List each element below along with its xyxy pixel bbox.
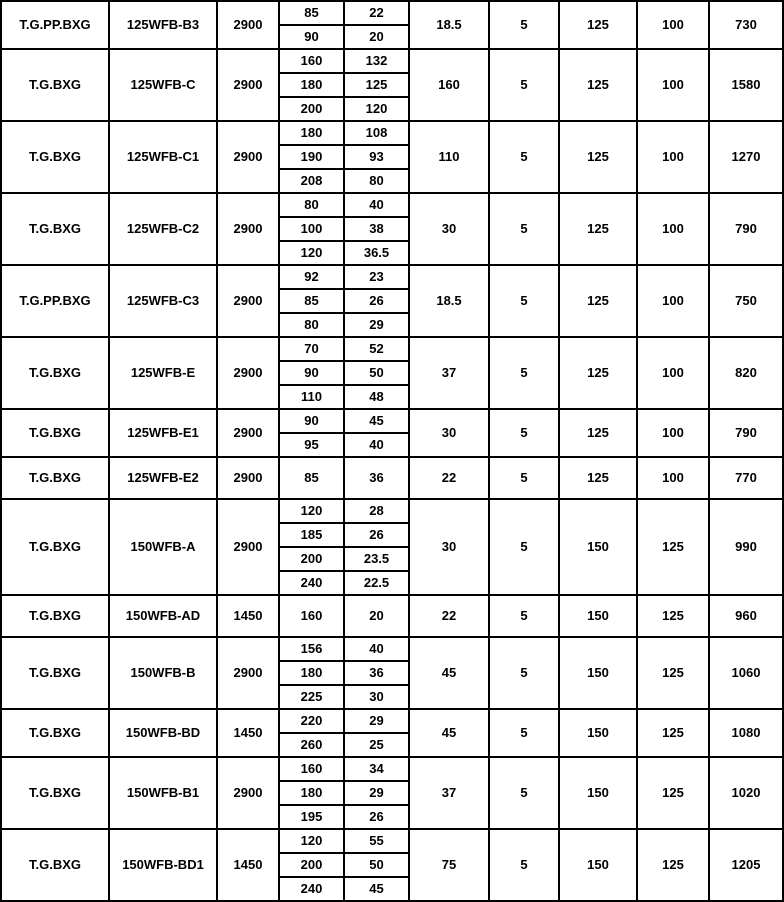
cell-flow-head-group (279, 1, 409, 49)
table-body (1, 1, 783, 901)
cell-brand: T.G.BXG (1, 409, 109, 457)
cell-flow-head-group (279, 49, 409, 121)
cell-col5: 5 (489, 637, 559, 709)
cell-model: 125WFB-C2 (109, 193, 217, 265)
cell-rpm: 2900 (217, 499, 279, 595)
cell-flow: 200 (280, 547, 344, 571)
cell-power: 30 (409, 409, 489, 457)
flow-head-row (280, 571, 408, 594)
cell-flow: 240 (280, 571, 344, 594)
flow-head-row (280, 661, 408, 685)
cell-col7: 100 (637, 49, 709, 121)
cell-model: 150WFB-BD1 (109, 829, 217, 901)
cell-col5: 5 (489, 1, 559, 49)
cell-col6: 125 (559, 337, 637, 409)
cell-flow-head-group (279, 595, 409, 637)
cell-flow: 180 (280, 122, 344, 145)
cell-power: 45 (409, 637, 489, 709)
cell-col7: 100 (637, 457, 709, 499)
cell-head: 23 (344, 266, 408, 289)
cell-col5: 5 (489, 265, 559, 337)
cell-rpm: 2900 (217, 49, 279, 121)
cell-flow: 220 (280, 710, 344, 733)
cell-col6: 125 (559, 457, 637, 499)
table-row (1, 409, 783, 457)
cell-flow: 90 (280, 25, 344, 48)
cell-rpm: 2900 (217, 757, 279, 829)
cell-rpm: 2900 (217, 457, 279, 499)
cell-model: 125WFB-C (109, 49, 217, 121)
cell-col5: 5 (489, 337, 559, 409)
cell-head: 55 (344, 830, 408, 853)
cell-head: 38 (344, 217, 408, 241)
cell-power: 18.5 (409, 1, 489, 49)
flow-head-row (280, 169, 408, 192)
cell-head: 22 (344, 2, 408, 25)
cell-brand: T.G.BXG (1, 499, 109, 595)
flow-head-row (280, 217, 408, 241)
cell-head: 50 (344, 361, 408, 385)
flow-head-row (280, 338, 408, 361)
cell-brand: T.G.BXG (1, 337, 109, 409)
flow-head-row (280, 547, 408, 571)
flow-head-row (280, 781, 408, 805)
cell-power: 160 (409, 49, 489, 121)
table-row (1, 265, 783, 337)
cell-col5: 5 (489, 757, 559, 829)
cell-col7: 125 (637, 499, 709, 595)
flow-head-row (280, 523, 408, 547)
flow-head-row (280, 830, 408, 853)
cell-col8: 990 (709, 499, 783, 595)
cell-flow-head-group (279, 457, 409, 499)
cell-col8: 960 (709, 595, 783, 637)
cell-head: 29 (344, 710, 408, 733)
cell-head: 20 (369, 607, 384, 623)
cell-flow: 90 (280, 410, 344, 433)
cell-power: 18.5 (409, 265, 489, 337)
flow-head-row (280, 194, 408, 217)
cell-head: 34 (344, 758, 408, 781)
cell-flow-head-group (279, 829, 409, 901)
cell-head: 36 (369, 469, 384, 485)
cell-head: 45 (344, 410, 408, 433)
cell-flow: 208 (280, 169, 344, 192)
flow-head-row (280, 877, 408, 900)
cell-col6: 125 (559, 1, 637, 49)
cell-head: 52 (344, 338, 408, 361)
table-row (1, 337, 783, 409)
cell-head: 30 (369, 688, 384, 704)
cell-flow: 95 (280, 433, 344, 456)
cell-rpm: 2900 (217, 409, 279, 457)
flow-head-row (280, 266, 408, 289)
cell-head: 50 (344, 853, 408, 877)
flow-head-row (280, 410, 408, 433)
cell-flow: 80 (280, 194, 344, 217)
cell-flow: 92 (280, 266, 344, 289)
cell-brand: T.G.BXG (1, 457, 109, 499)
flow-head-row (280, 710, 408, 733)
cell-flow: 85 (280, 289, 344, 313)
flow-head-row (280, 50, 408, 73)
cell-flow: 200 (280, 97, 344, 120)
flow-head-row (280, 685, 408, 708)
cell-flow: 80 (280, 313, 344, 336)
cell-brand: T.G.BXG (1, 709, 109, 757)
cell-head: 22.5 (363, 574, 390, 590)
flow-head-row (280, 458, 408, 498)
cell-power: 45 (409, 709, 489, 757)
cell-col6: 150 (559, 757, 637, 829)
cell-brand: T.G.BXG (1, 121, 109, 193)
cell-col6: 150 (559, 499, 637, 595)
cell-col8: 730 (709, 1, 783, 49)
cell-col8: 1270 (709, 121, 783, 193)
flow-head-row (280, 122, 408, 145)
cell-flow: 240 (280, 877, 344, 900)
cell-head: 80 (369, 172, 384, 188)
cell-col8: 790 (709, 193, 783, 265)
cell-head: 132 (344, 50, 408, 73)
cell-flow-head-group (279, 193, 409, 265)
flow-head-row (280, 596, 408, 636)
cell-power: 22 (409, 457, 489, 499)
cell-model: 125WFB-C3 (109, 265, 217, 337)
cell-brand: T.G.PP.BXG (1, 1, 109, 49)
flow-head-row (280, 805, 408, 828)
cell-model: 125WFB-E (109, 337, 217, 409)
cell-col6: 150 (559, 829, 637, 901)
flow-head-row (280, 361, 408, 385)
flow-head-row (280, 733, 408, 756)
cell-flow: 190 (280, 145, 344, 169)
cell-head: 93 (344, 145, 408, 169)
cell-brand: T.G.BXG (1, 49, 109, 121)
table-row (1, 595, 783, 637)
cell-head: 26 (344, 523, 408, 547)
flow-head-row (280, 385, 408, 408)
cell-flow-head-group (279, 265, 409, 337)
cell-col7: 125 (637, 637, 709, 709)
table-row (1, 121, 783, 193)
flow-head-row (280, 25, 408, 48)
cell-col7: 100 (637, 1, 709, 49)
cell-rpm: 2900 (217, 1, 279, 49)
cell-col6: 150 (559, 637, 637, 709)
cell-flow: 70 (280, 338, 344, 361)
cell-col5: 5 (489, 409, 559, 457)
cell-head: 125 (344, 73, 408, 97)
flow-head-row (280, 2, 408, 25)
table-row (1, 1, 783, 49)
cell-col6: 125 (559, 193, 637, 265)
cell-col5: 5 (489, 595, 559, 637)
cell-power: 37 (409, 757, 489, 829)
cell-brand: T.G.PP.BXG (1, 265, 109, 337)
flow-head-row (280, 73, 408, 97)
cell-col6: 150 (559, 709, 637, 757)
cell-model: 150WFB-A (109, 499, 217, 595)
cell-flow: 160 (280, 50, 344, 73)
cell-col8: 790 (709, 409, 783, 457)
cell-flow: 160 (280, 596, 344, 636)
cell-head: 25 (369, 736, 384, 752)
cell-col7: 100 (637, 409, 709, 457)
cell-flow-head-group (279, 337, 409, 409)
cell-flow: 120 (280, 830, 344, 853)
cell-flow: 185 (280, 523, 344, 547)
cell-flow: 90 (280, 361, 344, 385)
cell-flow: 225 (280, 685, 344, 708)
cell-model: 150WFB-B (109, 637, 217, 709)
cell-col7: 125 (637, 829, 709, 901)
cell-rpm: 2900 (217, 337, 279, 409)
cell-flow-head-group (279, 757, 409, 829)
cell-model: 125WFB-E2 (109, 457, 217, 499)
cell-flow: 110 (280, 385, 344, 408)
flow-head-row (280, 758, 408, 781)
cell-flow: 85 (280, 2, 344, 25)
cell-model: 150WFB-B1 (109, 757, 217, 829)
cell-head: 45 (369, 880, 384, 896)
table-row (1, 709, 783, 757)
cell-head: 28 (344, 500, 408, 523)
cell-col8: 1080 (709, 709, 783, 757)
cell-col5: 5 (489, 829, 559, 901)
cell-flow-head-group (279, 499, 409, 595)
cell-head: 26 (344, 289, 408, 313)
cell-flow: 156 (280, 638, 344, 661)
cell-col6: 150 (559, 595, 637, 637)
cell-col5: 5 (489, 49, 559, 121)
cell-col5: 5 (489, 709, 559, 757)
cell-rpm: 1450 (217, 595, 279, 637)
cell-head: 48 (369, 388, 384, 404)
cell-power: 30 (409, 193, 489, 265)
cell-flow: 180 (280, 661, 344, 685)
cell-flow: 100 (280, 217, 344, 241)
cell-brand: T.G.BXG (1, 829, 109, 901)
cell-flow: 180 (280, 781, 344, 805)
cell-rpm: 1450 (217, 709, 279, 757)
table-row (1, 193, 783, 265)
cell-col6: 125 (559, 121, 637, 193)
cell-flow-head-group (279, 709, 409, 757)
cell-head: 29 (344, 781, 408, 805)
table-row (1, 829, 783, 901)
cell-rpm: 2900 (217, 121, 279, 193)
cell-power: 30 (409, 499, 489, 595)
cell-model: 125WFB-C1 (109, 121, 217, 193)
cell-flow: 160 (280, 758, 344, 781)
cell-col7: 125 (637, 757, 709, 829)
table-row (1, 757, 783, 829)
cell-head: 40 (369, 436, 384, 452)
cell-col5: 5 (489, 499, 559, 595)
cell-col7: 100 (637, 193, 709, 265)
cell-head: 29 (369, 316, 384, 332)
flow-head-row (280, 638, 408, 661)
cell-col7: 100 (637, 337, 709, 409)
flow-head-row (280, 241, 408, 264)
cell-head: 120 (365, 100, 388, 116)
cell-col8: 1580 (709, 49, 783, 121)
cell-power: 22 (409, 595, 489, 637)
cell-brand: T.G.BXG (1, 757, 109, 829)
cell-col6: 125 (559, 409, 637, 457)
cell-rpm: 2900 (217, 193, 279, 265)
cell-flow: 85 (280, 458, 344, 498)
cell-col8: 770 (709, 457, 783, 499)
cell-brand: T.G.BXG (1, 637, 109, 709)
cell-head: 40 (344, 194, 408, 217)
cell-rpm: 1450 (217, 829, 279, 901)
cell-rpm: 2900 (217, 265, 279, 337)
flow-head-row (280, 500, 408, 523)
cell-head: 23.5 (344, 547, 408, 571)
flow-head-row (280, 313, 408, 336)
cell-col8: 1205 (709, 829, 783, 901)
cell-col7: 100 (637, 265, 709, 337)
table-row (1, 457, 783, 499)
cell-col6: 125 (559, 49, 637, 121)
cell-col5: 5 (489, 193, 559, 265)
cell-head: 36 (344, 661, 408, 685)
cell-flow-head-group (279, 121, 409, 193)
cell-rpm: 2900 (217, 637, 279, 709)
cell-col5: 5 (489, 457, 559, 499)
flow-head-row (280, 289, 408, 313)
cell-col7: 100 (637, 121, 709, 193)
table-row (1, 49, 783, 121)
cell-flow: 260 (280, 733, 344, 756)
cell-model: 150WFB-BD (109, 709, 217, 757)
cell-model: 125WFB-B3 (109, 1, 217, 49)
cell-model: 125WFB-E1 (109, 409, 217, 457)
cell-head: 40 (344, 638, 408, 661)
cell-model: 150WFB-AD (109, 595, 217, 637)
cell-flow: 200 (280, 853, 344, 877)
cell-flow: 120 (280, 241, 344, 264)
flow-head-row (280, 433, 408, 456)
flow-head-row (280, 145, 408, 169)
flow-head-row (280, 97, 408, 120)
cell-head: 108 (344, 122, 408, 145)
cell-power: 37 (409, 337, 489, 409)
cell-col8: 1060 (709, 637, 783, 709)
cell-brand: T.G.BXG (1, 595, 109, 637)
table-row (1, 499, 783, 595)
cell-flow-head-group (279, 409, 409, 457)
cell-flow: 180 (280, 73, 344, 97)
cell-col8: 750 (709, 265, 783, 337)
cell-head: 26 (369, 808, 384, 824)
cell-head: 20 (369, 28, 384, 44)
cell-flow: 195 (280, 805, 344, 828)
cell-col5: 5 (489, 121, 559, 193)
cell-col7: 125 (637, 709, 709, 757)
cell-brand: T.G.BXG (1, 193, 109, 265)
cell-flow: 120 (280, 500, 344, 523)
cell-power: 110 (409, 121, 489, 193)
cell-power: 75 (409, 829, 489, 901)
cell-col8: 1020 (709, 757, 783, 829)
table-row (1, 637, 783, 709)
cell-col7: 125 (637, 595, 709, 637)
flow-head-row (280, 853, 408, 877)
cell-col8: 820 (709, 337, 783, 409)
cell-head: 36.5 (363, 244, 390, 260)
cell-col6: 125 (559, 265, 637, 337)
cell-flow-head-group (279, 637, 409, 709)
